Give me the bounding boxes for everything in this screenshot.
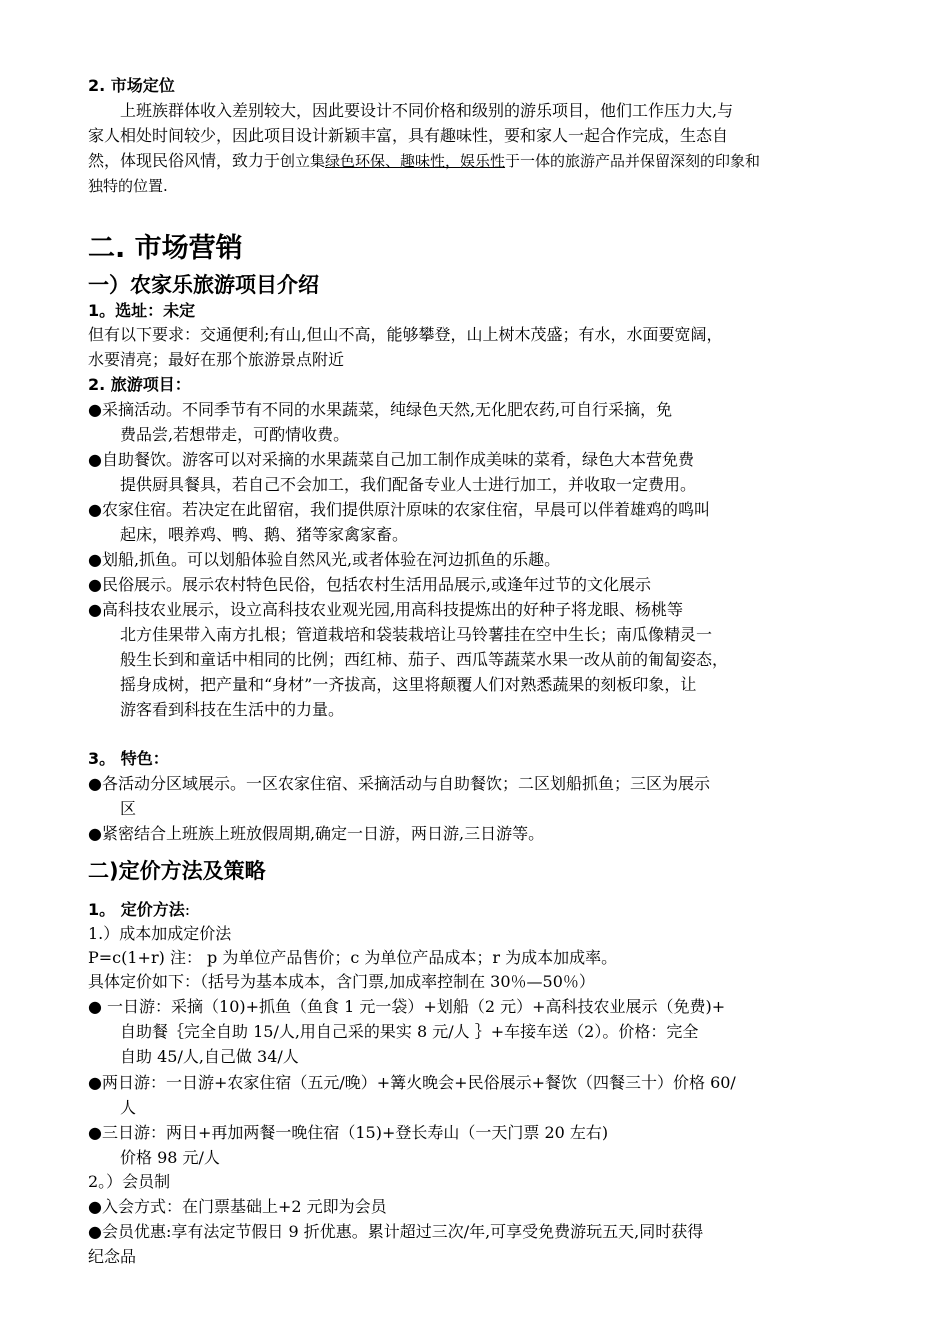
pricing-method-heading	[88, 898, 190, 922]
list-item: ●紧密结合上班族上班放假周期,确定一日游，两日游,三日游等。	[88, 824, 545, 843]
paragraph-line: 独特的位置.	[88, 177, 168, 195]
pricing-method-heading-text: 1。 定价方法	[88, 900, 185, 919]
list-item-continued: 人	[120, 1098, 137, 1117]
list-item-continued: 区	[120, 799, 137, 818]
list-item: ●划船,抓鱼。可以划船体验自然风光,或者体验在河边抓鱼的乐趣。	[88, 550, 561, 569]
list-item-continued: 自助 45/人,自己做 34/人	[120, 1047, 299, 1066]
site-heading: 1。选址：未定	[88, 301, 196, 320]
section-title: 一）农家乐旅游项目介绍	[88, 273, 319, 297]
list-item-continued: 价格 98 元/人	[120, 1148, 220, 1167]
list-item-continued: 般生长到和童话中相同的比例；西红柿、茄子、西瓜等蔬菜水果一改从前的匍匐姿态，	[120, 650, 729, 669]
heading-colon: :	[184, 900, 191, 919]
list-item-continued: 游客看到科技在生活中的力量。	[120, 700, 345, 719]
section-title: 二)定价方法及策略	[88, 859, 266, 883]
list-item: ●三日游：两日+再加两餐一晚住宿（15)+登长寿山（一天门票 20 左右)	[88, 1123, 609, 1142]
list-item-continued: 摇身成树，把产量和“身材”一齐拔高，这里将颠覆人们对熟悉蔬果的刻板印象，让	[120, 675, 697, 694]
chapter-title: 二. 市场营销	[88, 233, 243, 264]
paragraph-line: 水要清亮；最好在那个旅游景点附近	[88, 350, 345, 369]
projects-heading: 2. 旅游项目：	[88, 375, 191, 394]
paragraph-line: 1.）成本加成定价法	[88, 924, 232, 943]
list-item: ●民俗展示。展示农村特色民俗，包括农村生活用品展示,或逢年过节的文化展示	[88, 575, 652, 594]
paragraph-line	[88, 149, 760, 173]
features-heading: 3。 特色：	[88, 749, 169, 768]
underlined-phrase: 绿色环保、趣味性，娱乐性	[325, 152, 506, 170]
list-item: ●高科技农业展示，设立高科技农业观光园,用高科技提炼出的好种子将龙眼、杨桃等	[88, 600, 684, 619]
paragraph-line: 上班族群体收入差别较大，因此要设计不同价格和级别的游乐项目，他们工作压力大,与	[120, 101, 734, 120]
list-item-continued: 提供厨具餐具，若自己不会加工，我们配备专业人士进行加工，并收取一定费用。	[120, 475, 697, 494]
list-item-continued: 费品尝,若想带走，可酌情收费。	[120, 425, 350, 444]
list-item: ●两日游：一日游+农家住宿（五元/晚）+篝火晚会+民俗展示+餐饮（四餐三十）价格 60/	[88, 1073, 736, 1092]
paragraph-line: 2。）会员制	[88, 1172, 171, 1191]
list-item: ●入会方式：在门票基础上+2 元即为会员	[88, 1197, 387, 1216]
formula-line: P=c(1+r) 注： p 为单位产品售价；c 为单位产品成本；r 为成本加成率。	[88, 948, 618, 967]
list-item: ●农家住宿。若决定在此留宿，我们提供原汁原味的农家住宿，早晨可以伴着雄鸡的鸣叫	[88, 500, 710, 519]
market-position-heading: 2. 市场定位	[88, 76, 175, 95]
paragraph-line: 家人相处时间较少，因此项目设计新颖丰富，具有趣味性，要和家人一起合作完成，生态自	[88, 126, 729, 145]
list-item: ●会员优惠:享有法定节假日 9 折优惠。累计超过三次/年,可享受免费游玩五天,同时获得	[88, 1222, 704, 1241]
list-item-continued: 起床，喂养鸡、鸭、鹅、猪等家禽家畜。	[120, 525, 409, 544]
paragraph-text: 创立集	[280, 152, 326, 170]
list-item-continued: 北方佳果带入南方扎根；管道栽培和袋装栽培让马铃薯挂在空中生长；南瓜像精灵一	[120, 625, 713, 644]
list-item-continued: 自助餐｛完全自助 15/人,用自己采的果实 8 元/人 ｝+车接车送（2）。价格：完全	[120, 1022, 699, 1041]
paragraph-text: 于一体的旅游产品并保留深刻的印象和	[505, 152, 761, 170]
paragraph-line: 具体定价如下：（括号为基本成本，含门票,加成率控制在 30％—50％）	[88, 972, 595, 991]
list-item: ●各活动分区域展示。一区农家住宿、采摘活动与自助餐饮；二区划船抓鱼；三区为展示	[88, 774, 710, 793]
list-item-continued: 纪念品	[88, 1247, 137, 1266]
paragraph-text: 然，体现民俗风情，致力于	[88, 151, 281, 170]
list-item: ●自助餐饮。游客可以对采摘的水果蔬菜自己加工制作成美味的菜肴，绿色大本营免费	[88, 450, 694, 469]
list-item: ●采摘活动。不同季节有不同的水果蔬菜，纯绿色天然,无化肥农药,可自行采摘，免	[88, 400, 673, 419]
list-item: ● 一日游：采摘（10)+抓鱼（鱼食 1 元一袋）+划船（2 元）+高科技农业展示（免费)+	[88, 997, 726, 1016]
paragraph-line: 但有以下要求：交通便利;有山,但山不高，能够攀登，山上树木茂盛；有水，水面要宽阔，	[88, 325, 723, 344]
